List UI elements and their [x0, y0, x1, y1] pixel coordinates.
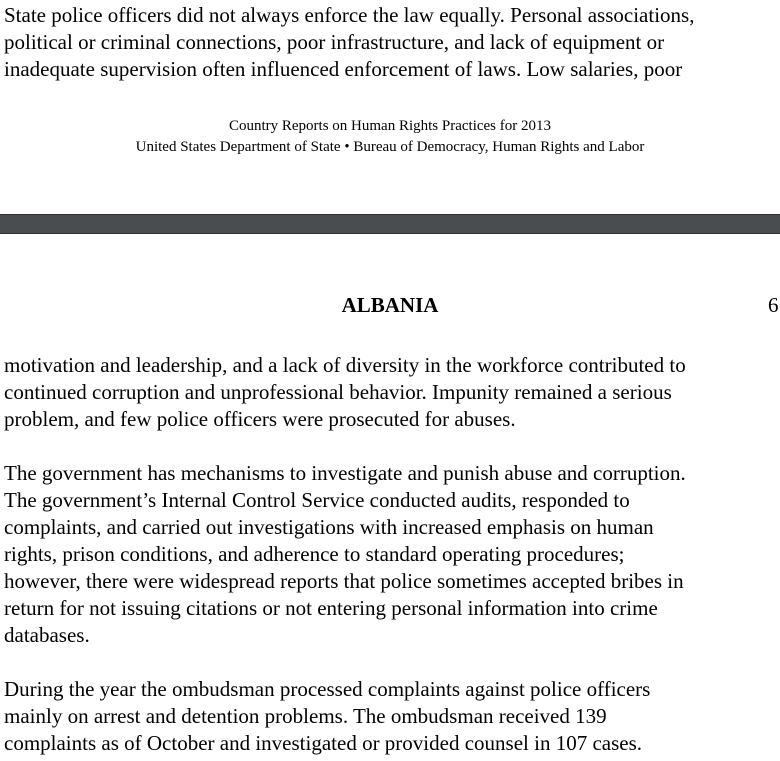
body-paragraph: [4, 676, 650, 757]
footer-department: United States Department of State • Bureau of Democracy, Human Rights and Labor: [135, 139, 645, 155]
body-paragraph: [4, 460, 686, 649]
text-line: inadequate supervision often influenced enforcement of laws. Low salaries, poor: [4, 57, 683, 81]
text-line: however, there were widespread reports that police sometimes accepted bribes in: [4, 569, 684, 593]
text-line: complaints as of October and investigated or provided counsel in 107 cases.: [4, 731, 642, 755]
text-line: databases.: [4, 623, 90, 647]
text-line: political or criminal connections, poor infrastructure, and lack of equipment or: [4, 30, 665, 54]
text-line: continued corruption and unprofessional behavior. Impunity remained a serious: [4, 380, 672, 404]
text-line: During the year the ombudsman processed complaints against police officers: [4, 677, 651, 701]
text-line: return for not issuing citations or not entering personal information into crime: [4, 596, 658, 620]
text-line: motivation and leadership, and a lack of diversity in the workforce contributed to: [4, 353, 686, 377]
page-number: 6: [768, 293, 779, 317]
footer-report-title: Country Reports on Human Rights Practices for 2013: [228, 118, 552, 134]
text-line: problem, and few police officers were prosecuted for abuses.: [4, 407, 516, 431]
page-separator: [0, 214, 780, 234]
text-line: complaints, and carried out investigations with increased emphasis on human: [4, 515, 654, 539]
previous-page: [0, 0, 780, 215]
text-line: State police officers did not always enforce the law equally. Personal associations,: [4, 3, 695, 27]
text-line: The government has mechanisms to investigate and punish abuse and corruption.: [4, 461, 686, 485]
text-line: mainly on arrest and detention problems. The ombudsman received 139: [4, 704, 607, 728]
text-line: The government’s Internal Control Service conducted audits, responded to: [4, 488, 630, 512]
page-footer: [0, 116, 780, 158]
page-header-title: ALBANIA: [341, 293, 439, 317]
previous-page-paragraph: [4, 2, 694, 83]
text-line: rights, prison conditions, and adherence to standard operating procedures;: [4, 542, 625, 566]
body-paragraph: [4, 352, 686, 433]
